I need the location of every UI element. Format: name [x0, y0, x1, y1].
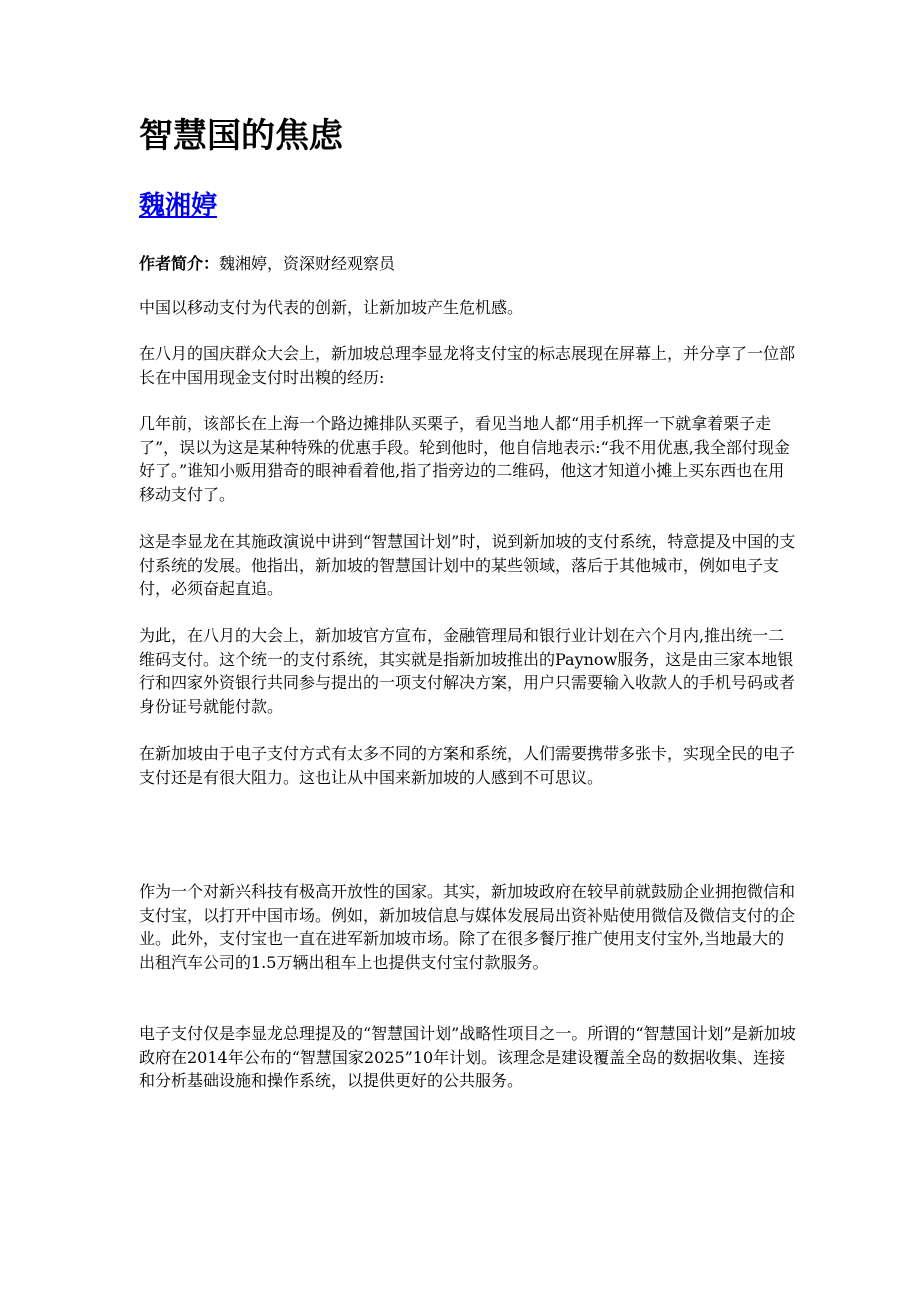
author-link[interactable]: 魏湘婷	[139, 191, 218, 221]
paragraph-2: 在八月的国庆群众大会上，新加坡总理李显龙将支付宝的标志展现在屏幕上，并分享了一位部长在中国用现金支付时出糗的经历:	[139, 344, 796, 387]
paragraph-4: 这是李显龙在其施政演说中讲到“智慧国计划”时，说到新加坡的支付系统，特意提及中国的支付系统的发展。他指出，新加坡的智慧国计划中的某些领域，落后于其他城市，例如电子支付，必须奋起直追。	[139, 532, 796, 598]
paragraph-8: 电子支付仅是李显龙总理提及的“智慧国计划”战略性项目之一。所谓的“智慧国计划”是新加坡政府在2014年公布的“智慧国家2025”10年计划。该理念是建设覆盖全岛的数据收集、连接和分析基础设施和操作系统，以提供更好的公共服务。	[139, 1024, 796, 1090]
paragraph-5: 为此，在八月的大会上，新加坡官方宣布，金融管理局和银行业计划在六个月内,推出统一二维码支付。这个统一的支付系统，其实就是指新加坡推出的Paynow服务，这是由三家本地银行和四家外资银行共同参与提出的一项支付解决方案，用户只需要输入收款人的手机号码或者身份证号就能付款。	[139, 626, 796, 716]
paragraph-7: 作为一个对新兴科技有极高开放性的国家。其实，新加坡政府在较早前就鼓励企业拥抱微信和支付宝，以打开中国市场。例如，新加坡信息与媒体发展局出资补贴使用微信及微信支付的企业。此外，支付宝也一直在进军新加坡市场。除了在很多餐厅推广使用支付宝外,当地最大的出租汽车公司的1.5万辆出租车上也提供支付宝付款服务。	[139, 882, 796, 972]
paragraph-3: 几年前，该部长在上海一个路边摊排队买栗子，看见当地人都“用手机挥一下就拿着栗子走了”，误以为这是某种特殊的优惠手段。轮到他时，他自信地表示:“我不用优惠,我全部付现金好了。”谁知小贩用猎奇的眼神看着他,指了指旁边的二维码，他这才知道小摊上买东西也在用移动支付了。	[139, 414, 790, 504]
author-bio-text: 魏湘婷，资深财经观察员	[219, 254, 396, 273]
paragraph-6: 在新加坡由于电子支付方式有太多不同的方案和系统，人们需要携带多张卡，实现全民的电子支付还是有很大阻力。这也让从中国来新加坡的人感到不可思议。	[139, 744, 796, 787]
article-title: 智慧国的焦虑	[139, 116, 343, 156]
paragraph-1: 中国以移动支付为代表的创新，让新加坡产生危机感。	[139, 298, 524, 317]
author-bio-label: 作者简介：	[139, 254, 220, 273]
author-bio	[139, 252, 799, 276]
